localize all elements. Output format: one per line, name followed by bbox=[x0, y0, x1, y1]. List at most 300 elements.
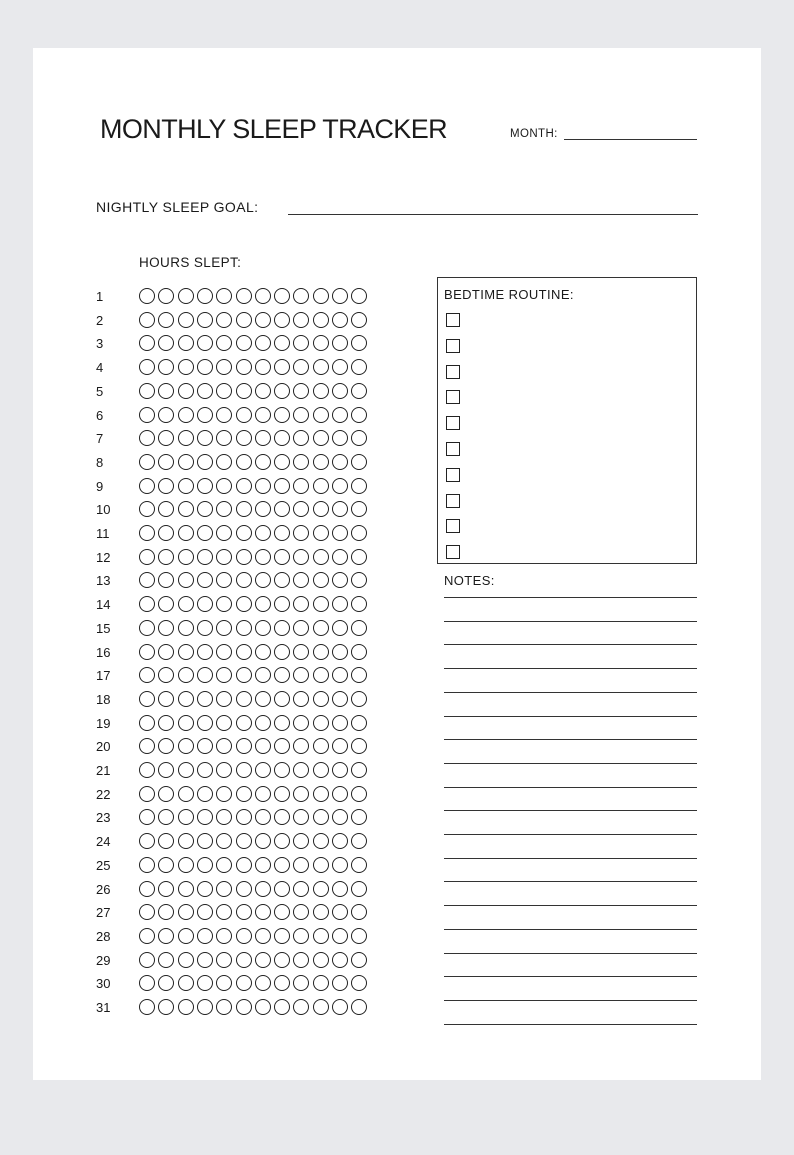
hour-circle[interactable] bbox=[178, 881, 194, 897]
hour-circle[interactable] bbox=[274, 691, 290, 707]
hour-circle[interactable] bbox=[236, 644, 252, 660]
note-line[interactable] bbox=[444, 787, 697, 788]
hour-circle[interactable] bbox=[139, 430, 155, 446]
hour-circle[interactable] bbox=[332, 999, 348, 1015]
hour-circle[interactable] bbox=[216, 881, 232, 897]
hour-circle[interactable] bbox=[139, 454, 155, 470]
hour-circle[interactable] bbox=[139, 691, 155, 707]
hour-circle[interactable] bbox=[332, 359, 348, 375]
hour-circle[interactable] bbox=[197, 407, 213, 423]
hour-circle[interactable] bbox=[178, 786, 194, 802]
hour-circle[interactable] bbox=[158, 549, 174, 565]
hour-circle[interactable] bbox=[293, 809, 309, 825]
hour-circle[interactable] bbox=[236, 407, 252, 423]
hour-circle[interactable] bbox=[293, 335, 309, 351]
hour-circle[interactable] bbox=[158, 335, 174, 351]
hour-circle[interactable] bbox=[139, 596, 155, 612]
hour-circle[interactable] bbox=[236, 952, 252, 968]
hour-circle[interactable] bbox=[313, 620, 329, 636]
hour-circle[interactable] bbox=[255, 644, 271, 660]
hour-circle[interactable] bbox=[236, 596, 252, 612]
hour-circle[interactable] bbox=[158, 454, 174, 470]
hour-circle[interactable] bbox=[139, 525, 155, 541]
note-line[interactable] bbox=[444, 976, 697, 977]
hour-circle[interactable] bbox=[139, 738, 155, 754]
hour-circle[interactable] bbox=[255, 620, 271, 636]
hour-circle[interactable] bbox=[216, 407, 232, 423]
hour-circle[interactable] bbox=[313, 881, 329, 897]
hour-circle[interactable] bbox=[274, 549, 290, 565]
hour-circle[interactable] bbox=[351, 952, 367, 968]
hour-circle[interactable] bbox=[236, 525, 252, 541]
note-line[interactable] bbox=[444, 1000, 697, 1001]
hour-circle[interactable] bbox=[274, 715, 290, 731]
hour-circle[interactable] bbox=[216, 572, 232, 588]
hour-circle[interactable] bbox=[255, 288, 271, 304]
hour-circle[interactable] bbox=[236, 999, 252, 1015]
hour-circle[interactable] bbox=[332, 525, 348, 541]
hour-circle[interactable] bbox=[178, 478, 194, 494]
hour-circle[interactable] bbox=[351, 596, 367, 612]
hour-circle[interactable] bbox=[178, 975, 194, 991]
hour-circle[interactable] bbox=[255, 952, 271, 968]
hour-circle[interactable] bbox=[332, 430, 348, 446]
hour-circle[interactable] bbox=[274, 928, 290, 944]
hour-circle[interactable] bbox=[274, 596, 290, 612]
hour-circle[interactable] bbox=[274, 430, 290, 446]
hour-circle[interactable] bbox=[255, 383, 271, 399]
hour-circle[interactable] bbox=[293, 999, 309, 1015]
hour-circle[interactable] bbox=[351, 501, 367, 517]
note-line[interactable] bbox=[444, 905, 697, 906]
hour-circle[interactable] bbox=[351, 525, 367, 541]
hour-circle[interactable] bbox=[255, 501, 271, 517]
hour-circle[interactable] bbox=[332, 644, 348, 660]
hour-circle[interactable] bbox=[216, 549, 232, 565]
hour-circle[interactable] bbox=[332, 454, 348, 470]
hour-circle[interactable] bbox=[313, 762, 329, 778]
hour-circle[interactable] bbox=[313, 288, 329, 304]
hour-circle[interactable] bbox=[293, 572, 309, 588]
routine-checkbox[interactable] bbox=[446, 390, 460, 404]
hour-circle[interactable] bbox=[178, 335, 194, 351]
hour-circle[interactable] bbox=[236, 549, 252, 565]
hour-circle[interactable] bbox=[178, 359, 194, 375]
hour-circle[interactable] bbox=[139, 952, 155, 968]
note-line[interactable] bbox=[444, 810, 697, 811]
hour-circle[interactable] bbox=[332, 667, 348, 683]
hour-circle[interactable] bbox=[332, 975, 348, 991]
hour-circle[interactable] bbox=[178, 572, 194, 588]
hour-circle[interactable] bbox=[236, 881, 252, 897]
hour-circle[interactable] bbox=[274, 383, 290, 399]
note-line[interactable] bbox=[444, 739, 697, 740]
hour-circle[interactable] bbox=[236, 738, 252, 754]
hour-circle[interactable] bbox=[158, 407, 174, 423]
hour-circle[interactable] bbox=[293, 975, 309, 991]
hour-circle[interactable] bbox=[255, 975, 271, 991]
hour-circle[interactable] bbox=[332, 809, 348, 825]
hour-circle[interactable] bbox=[139, 288, 155, 304]
hour-circle[interactable] bbox=[313, 952, 329, 968]
hour-circle[interactable] bbox=[178, 383, 194, 399]
hour-circle[interactable] bbox=[197, 881, 213, 897]
hour-circle[interactable] bbox=[197, 335, 213, 351]
hour-circle[interactable] bbox=[236, 691, 252, 707]
hour-circle[interactable] bbox=[236, 478, 252, 494]
hour-circle[interactable] bbox=[313, 596, 329, 612]
hour-circle[interactable] bbox=[351, 430, 367, 446]
hour-circle[interactable] bbox=[158, 809, 174, 825]
hour-circle[interactable] bbox=[313, 383, 329, 399]
hour-circle[interactable] bbox=[197, 501, 213, 517]
hour-circle[interactable] bbox=[351, 762, 367, 778]
hour-circle[interactable] bbox=[274, 833, 290, 849]
hour-circle[interactable] bbox=[274, 857, 290, 873]
hour-circle[interactable] bbox=[274, 644, 290, 660]
hour-circle[interactable] bbox=[197, 383, 213, 399]
hour-circle[interactable] bbox=[332, 478, 348, 494]
hour-circle[interactable] bbox=[351, 691, 367, 707]
hour-circle[interactable] bbox=[178, 454, 194, 470]
hour-circle[interactable] bbox=[274, 407, 290, 423]
hour-circle[interactable] bbox=[351, 549, 367, 565]
note-line[interactable] bbox=[444, 881, 697, 882]
hour-circle[interactable] bbox=[236, 786, 252, 802]
month-field[interactable] bbox=[564, 139, 697, 140]
hour-circle[interactable] bbox=[139, 407, 155, 423]
note-line[interactable] bbox=[444, 716, 697, 717]
hour-circle[interactable] bbox=[158, 881, 174, 897]
hour-circle[interactable] bbox=[236, 501, 252, 517]
hour-circle[interactable] bbox=[197, 691, 213, 707]
hour-circle[interactable] bbox=[351, 312, 367, 328]
hour-circle[interactable] bbox=[255, 928, 271, 944]
hour-circle[interactable] bbox=[236, 975, 252, 991]
hour-circle[interactable] bbox=[216, 975, 232, 991]
hour-circle[interactable] bbox=[178, 549, 194, 565]
hour-circle[interactable] bbox=[197, 454, 213, 470]
hour-circle[interactable] bbox=[332, 312, 348, 328]
hour-circle[interactable] bbox=[178, 288, 194, 304]
hour-circle[interactable] bbox=[197, 762, 213, 778]
hour-circle[interactable] bbox=[158, 762, 174, 778]
hour-circle[interactable] bbox=[313, 715, 329, 731]
hour-circle[interactable] bbox=[139, 857, 155, 873]
hour-circle[interactable] bbox=[293, 430, 309, 446]
hour-circle[interactable] bbox=[197, 596, 213, 612]
note-line[interactable] bbox=[444, 834, 697, 835]
hour-circle[interactable] bbox=[332, 857, 348, 873]
hour-circle[interactable] bbox=[313, 525, 329, 541]
hour-circle[interactable] bbox=[178, 952, 194, 968]
hour-circle[interactable] bbox=[274, 762, 290, 778]
hour-circle[interactable] bbox=[351, 809, 367, 825]
hour-circle[interactable] bbox=[178, 525, 194, 541]
hour-circle[interactable] bbox=[313, 407, 329, 423]
hour-circle[interactable] bbox=[293, 667, 309, 683]
hour-circle[interactable] bbox=[313, 644, 329, 660]
hour-circle[interactable] bbox=[236, 430, 252, 446]
hour-circle[interactable] bbox=[139, 383, 155, 399]
hour-circle[interactable] bbox=[351, 407, 367, 423]
hour-circle[interactable] bbox=[313, 809, 329, 825]
hour-circle[interactable] bbox=[178, 762, 194, 778]
hour-circle[interactable] bbox=[274, 620, 290, 636]
hour-circle[interactable] bbox=[139, 620, 155, 636]
hour-circle[interactable] bbox=[293, 525, 309, 541]
hour-circle[interactable] bbox=[332, 596, 348, 612]
hour-circle[interactable] bbox=[332, 288, 348, 304]
hour-circle[interactable] bbox=[255, 335, 271, 351]
hour-circle[interactable] bbox=[293, 952, 309, 968]
hour-circle[interactable] bbox=[332, 881, 348, 897]
hour-circle[interactable] bbox=[158, 738, 174, 754]
hour-circle[interactable] bbox=[255, 833, 271, 849]
hour-circle[interactable] bbox=[255, 572, 271, 588]
hour-circle[interactable] bbox=[197, 667, 213, 683]
hour-circle[interactable] bbox=[293, 549, 309, 565]
hour-circle[interactable] bbox=[313, 999, 329, 1015]
hour-circle[interactable] bbox=[158, 999, 174, 1015]
hour-circle[interactable] bbox=[255, 549, 271, 565]
hour-circle[interactable] bbox=[236, 667, 252, 683]
hour-circle[interactable] bbox=[197, 786, 213, 802]
hour-circle[interactable] bbox=[158, 952, 174, 968]
hour-circle[interactable] bbox=[293, 383, 309, 399]
hour-circle[interactable] bbox=[236, 572, 252, 588]
hour-circle[interactable] bbox=[197, 809, 213, 825]
hour-circle[interactable] bbox=[178, 999, 194, 1015]
routine-checkbox[interactable] bbox=[446, 519, 460, 533]
hour-circle[interactable] bbox=[293, 312, 309, 328]
hour-circle[interactable] bbox=[274, 501, 290, 517]
hour-circle[interactable] bbox=[255, 430, 271, 446]
hour-circle[interactable] bbox=[274, 786, 290, 802]
hour-circle[interactable] bbox=[178, 501, 194, 517]
hour-circle[interactable] bbox=[216, 786, 232, 802]
hour-circle[interactable] bbox=[332, 952, 348, 968]
hour-circle[interactable] bbox=[255, 715, 271, 731]
sleep-goal-field[interactable] bbox=[288, 214, 698, 215]
hour-circle[interactable] bbox=[139, 975, 155, 991]
hour-circle[interactable] bbox=[255, 478, 271, 494]
hour-circle[interactable] bbox=[197, 430, 213, 446]
hour-circle[interactable] bbox=[158, 383, 174, 399]
hour-circle[interactable] bbox=[274, 904, 290, 920]
hour-circle[interactable] bbox=[197, 857, 213, 873]
note-line[interactable] bbox=[444, 953, 697, 954]
hour-circle[interactable] bbox=[255, 857, 271, 873]
hour-circle[interactable] bbox=[216, 762, 232, 778]
hour-circle[interactable] bbox=[351, 454, 367, 470]
hour-circle[interactable] bbox=[197, 738, 213, 754]
hour-circle[interactable] bbox=[255, 738, 271, 754]
hour-circle[interactable] bbox=[139, 667, 155, 683]
hour-circle[interactable] bbox=[351, 904, 367, 920]
hour-circle[interactable] bbox=[197, 928, 213, 944]
hour-circle[interactable] bbox=[351, 644, 367, 660]
routine-checkbox[interactable] bbox=[446, 365, 460, 379]
hour-circle[interactable] bbox=[139, 881, 155, 897]
hour-circle[interactable] bbox=[178, 691, 194, 707]
hour-circle[interactable] bbox=[197, 833, 213, 849]
note-line[interactable] bbox=[444, 1024, 697, 1025]
hour-circle[interactable] bbox=[332, 549, 348, 565]
hour-circle[interactable] bbox=[351, 786, 367, 802]
hour-circle[interactable] bbox=[313, 857, 329, 873]
hour-circle[interactable] bbox=[351, 857, 367, 873]
hour-circle[interactable] bbox=[332, 786, 348, 802]
hour-circle[interactable] bbox=[158, 359, 174, 375]
hour-circle[interactable] bbox=[216, 454, 232, 470]
hour-circle[interactable] bbox=[313, 430, 329, 446]
hour-circle[interactable] bbox=[158, 786, 174, 802]
hour-circle[interactable] bbox=[293, 359, 309, 375]
hour-circle[interactable] bbox=[236, 857, 252, 873]
hour-circle[interactable] bbox=[139, 928, 155, 944]
hour-circle[interactable] bbox=[293, 881, 309, 897]
note-line[interactable] bbox=[444, 644, 697, 645]
hour-circle[interactable] bbox=[178, 596, 194, 612]
note-line[interactable] bbox=[444, 621, 697, 622]
hour-circle[interactable] bbox=[313, 738, 329, 754]
hour-circle[interactable] bbox=[197, 312, 213, 328]
hour-circle[interactable] bbox=[236, 335, 252, 351]
hour-circle[interactable] bbox=[351, 928, 367, 944]
hour-circle[interactable] bbox=[255, 525, 271, 541]
hour-circle[interactable] bbox=[313, 478, 329, 494]
hour-circle[interactable] bbox=[216, 667, 232, 683]
hour-circle[interactable] bbox=[178, 407, 194, 423]
hour-circle[interactable] bbox=[313, 928, 329, 944]
hour-circle[interactable] bbox=[274, 359, 290, 375]
hour-circle[interactable] bbox=[197, 572, 213, 588]
hour-circle[interactable] bbox=[178, 904, 194, 920]
hour-circle[interactable] bbox=[313, 335, 329, 351]
hour-circle[interactable] bbox=[197, 549, 213, 565]
hour-circle[interactable] bbox=[139, 572, 155, 588]
hour-circle[interactable] bbox=[332, 501, 348, 517]
hour-circle[interactable] bbox=[255, 667, 271, 683]
hour-circle[interactable] bbox=[351, 881, 367, 897]
hour-circle[interactable] bbox=[216, 478, 232, 494]
hour-circle[interactable] bbox=[293, 715, 309, 731]
hour-circle[interactable] bbox=[313, 786, 329, 802]
hour-circle[interactable] bbox=[274, 312, 290, 328]
hour-circle[interactable] bbox=[197, 359, 213, 375]
hour-circle[interactable] bbox=[139, 809, 155, 825]
hour-circle[interactable] bbox=[293, 738, 309, 754]
hour-circle[interactable] bbox=[313, 833, 329, 849]
hour-circle[interactable] bbox=[313, 359, 329, 375]
hour-circle[interactable] bbox=[332, 620, 348, 636]
hour-circle[interactable] bbox=[313, 312, 329, 328]
hour-circle[interactable] bbox=[293, 928, 309, 944]
hour-circle[interactable] bbox=[293, 620, 309, 636]
hour-circle[interactable] bbox=[313, 904, 329, 920]
hour-circle[interactable] bbox=[178, 644, 194, 660]
hour-circle[interactable] bbox=[351, 359, 367, 375]
hour-circle[interactable] bbox=[158, 928, 174, 944]
note-line[interactable] bbox=[444, 692, 697, 693]
hour-circle[interactable] bbox=[178, 430, 194, 446]
hour-circle[interactable] bbox=[313, 667, 329, 683]
hour-circle[interactable] bbox=[255, 762, 271, 778]
hour-circle[interactable] bbox=[216, 952, 232, 968]
hour-circle[interactable] bbox=[274, 667, 290, 683]
hour-circle[interactable] bbox=[197, 999, 213, 1015]
hour-circle[interactable] bbox=[274, 738, 290, 754]
hour-circle[interactable] bbox=[216, 928, 232, 944]
hour-circle[interactable] bbox=[255, 407, 271, 423]
routine-checkbox[interactable] bbox=[446, 416, 460, 430]
hour-circle[interactable] bbox=[274, 525, 290, 541]
hour-circle[interactable] bbox=[158, 833, 174, 849]
hour-circle[interactable] bbox=[332, 383, 348, 399]
hour-circle[interactable] bbox=[332, 738, 348, 754]
hour-circle[interactable] bbox=[274, 478, 290, 494]
hour-circle[interactable] bbox=[158, 667, 174, 683]
hour-circle[interactable] bbox=[178, 312, 194, 328]
hour-circle[interactable] bbox=[216, 715, 232, 731]
hour-circle[interactable] bbox=[332, 407, 348, 423]
hour-circle[interactable] bbox=[158, 596, 174, 612]
hour-circle[interactable] bbox=[313, 572, 329, 588]
hour-circle[interactable] bbox=[178, 857, 194, 873]
hour-circle[interactable] bbox=[255, 359, 271, 375]
hour-circle[interactable] bbox=[158, 288, 174, 304]
hour-circle[interactable] bbox=[255, 809, 271, 825]
hour-circle[interactable] bbox=[236, 288, 252, 304]
hour-circle[interactable] bbox=[332, 715, 348, 731]
hour-circle[interactable] bbox=[139, 833, 155, 849]
hour-circle[interactable] bbox=[332, 833, 348, 849]
hour-circle[interactable] bbox=[216, 999, 232, 1015]
hour-circle[interactable] bbox=[351, 572, 367, 588]
hour-circle[interactable] bbox=[236, 383, 252, 399]
hour-circle[interactable] bbox=[236, 312, 252, 328]
note-line[interactable] bbox=[444, 763, 697, 764]
hour-circle[interactable] bbox=[351, 999, 367, 1015]
hour-circle[interactable] bbox=[158, 904, 174, 920]
hour-circle[interactable] bbox=[293, 691, 309, 707]
hour-circle[interactable] bbox=[197, 975, 213, 991]
hour-circle[interactable] bbox=[216, 857, 232, 873]
hour-circle[interactable] bbox=[216, 904, 232, 920]
hour-circle[interactable] bbox=[351, 383, 367, 399]
hour-circle[interactable] bbox=[158, 975, 174, 991]
hour-circle[interactable] bbox=[293, 454, 309, 470]
hour-circle[interactable] bbox=[293, 407, 309, 423]
hour-circle[interactable] bbox=[236, 715, 252, 731]
hour-circle[interactable] bbox=[139, 904, 155, 920]
hour-circle[interactable] bbox=[274, 572, 290, 588]
hour-circle[interactable] bbox=[178, 738, 194, 754]
hour-circle[interactable] bbox=[351, 335, 367, 351]
hour-circle[interactable] bbox=[158, 644, 174, 660]
hour-circle[interactable] bbox=[332, 572, 348, 588]
hour-circle[interactable] bbox=[236, 833, 252, 849]
hour-circle[interactable] bbox=[274, 454, 290, 470]
hour-circle[interactable] bbox=[139, 549, 155, 565]
hour-circle[interactable] bbox=[178, 928, 194, 944]
hour-circle[interactable] bbox=[139, 501, 155, 517]
hour-circle[interactable] bbox=[139, 786, 155, 802]
hour-circle[interactable] bbox=[216, 430, 232, 446]
hour-circle[interactable] bbox=[236, 359, 252, 375]
hour-circle[interactable] bbox=[313, 501, 329, 517]
